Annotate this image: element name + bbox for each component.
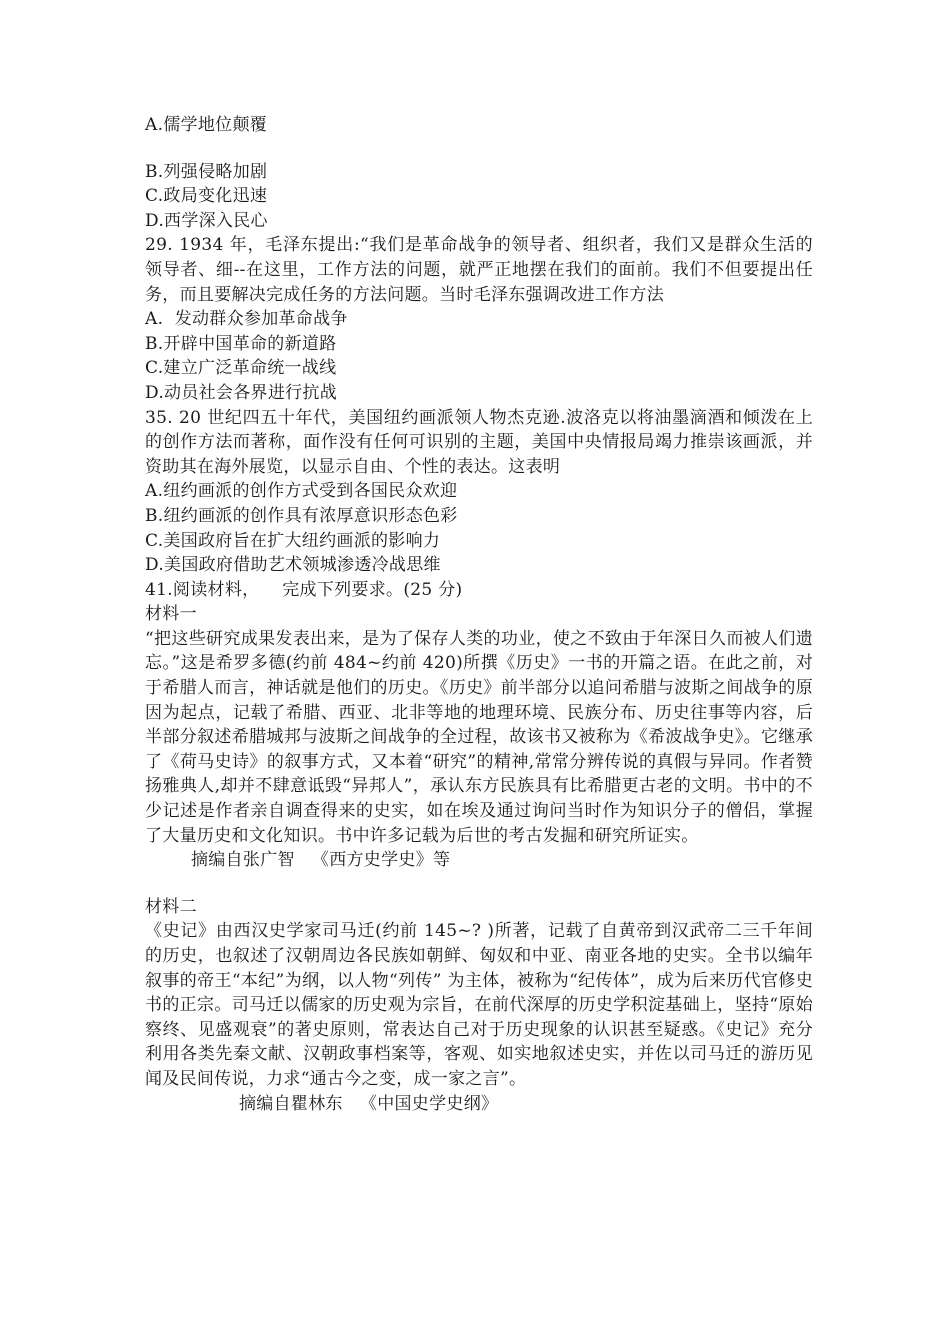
question-35-option-b: B.纽约画派的创作具有浓厚意识形态色彩 <box>145 505 458 526</box>
spacer <box>145 873 813 895</box>
question-35-stem: 35. 20 世纪四五十年代，美国纽约画派领人物杰克逊.波洛克以将油墨滴酒和倾泼在上的创作方法而著称，面作没有任何可识别的主题，美国中央情报局竭力推崇该画派，并资助其在海外展览，以显示自由、个性的表达。这表明 <box>145 407 813 477</box>
option-b-prev: B.列强侵略加剧 <box>145 161 268 182</box>
material-2-title: 材料二 <box>145 896 197 917</box>
material-1-title: 材料一 <box>145 604 197 625</box>
material-2-source: 摘编自瞿林东 《中国史学史纲》 <box>239 1093 499 1114</box>
question-29-option-d: D.动员社会各界进行抗战 <box>145 382 338 403</box>
question-29-option-b: B.开辟中国革命的新道路 <box>145 333 337 354</box>
material-1-text: “把这些研究成果发表出来，是为了保存人类的功业，使之不致由于年深日久而被人们遗忘。”这是希罗多德(约前 484~约前 420)所撰《历史》一书的开篇之语。在此之前，对于希腊人而言，神话就是他们的历史。《历史》前半部分以追问希腊与波斯之间战争的原因为起点，记载了希腊、西亚、北非等地的地理环境、民族分布、历史往事等内容，后半部分叙述希腊城邦与波斯之间战争的全过程，故该书又被称为《希波战争史》。它继承了《荷马史诗》的叙事方式，又本着“研究”的精神,常常分辨传说的真假与异同。作者赞扬雅典人,却并不肆意诋毁“异邦人”，承认东方民族具有比希腊更古老的文明。书中的不少记述是作者亲自调查得来的史实，如在埃及通过询问当时作为知识分子的僧侣，掌握了大量历史和文化知识。书中许多记载为后世的考古发掘和研究所证实。 <box>145 628 813 846</box>
question-29-option-a: A. 发动群众参加革命战争 <box>145 309 348 330</box>
question-35-option-d: D.美国政府借助艺术领城渗透冷战思维 <box>145 555 441 576</box>
question-35-option-c: C.美国政府旨在扩大纽约画派的影响力 <box>145 530 441 551</box>
option-d-prev: D.西学深入民心 <box>145 210 268 231</box>
spacer <box>145 138 813 160</box>
material-2-text: 《史记》由西汉史学家司马迁(约前 145~? )所著，记载了自黄帝到汉武帝二三千年间的历史，也叙述了汉朝周边各民族如朝鲜、匈奴和中亚、南亚各地的史实。全书以编年叙事的帝王“本纪”为纲，以人物“列传” 为主体，被称为“纪传体”，成为后来历代官修史书的正宗。司马迁以儒家的历史观为宗旨，在前代深厚的历史学积淀基础上，坚持“原始察终、见盛观衰”的著史原则，常表达自己对于历史现象的认识甚至疑惑。《史记》充分利用各类先秦文献、汉朝政事档案等，客观、如实地叙述史实，并佐以司马迁的游历见闻及民间传说，力求“通古今之变，成一家之言”。 <box>145 921 813 1089</box>
question-41-stem: 41.阅读材料， 完成下列要求。(25 分) <box>145 579 463 600</box>
exam-page <box>145 113 813 1116</box>
option-c-prev: C.政局变化迅速 <box>145 186 268 207</box>
material-1-source: 摘编自张广智 《西方史学史》等 <box>191 850 451 871</box>
question-29-stem: 29. 1934 年，毛泽东提出:“我们是革命战争的领导者、组织者，我们又是群众生活的领导者、细--在这里，工作方法的问题，就严正地摆在我们的面前。我们不但要提出任务，而且要解决完成任务的方法问题。当时毛泽东强调改进工作方法 <box>145 235 813 305</box>
option-a-prev: A.儒学地位颠覆 <box>145 115 268 135</box>
question-29-option-c: C.建立广泛革命统一战线 <box>145 358 337 379</box>
question-35-option-a: A.纽约画派的创作方式受到各国民众欢迎 <box>145 481 458 502</box>
